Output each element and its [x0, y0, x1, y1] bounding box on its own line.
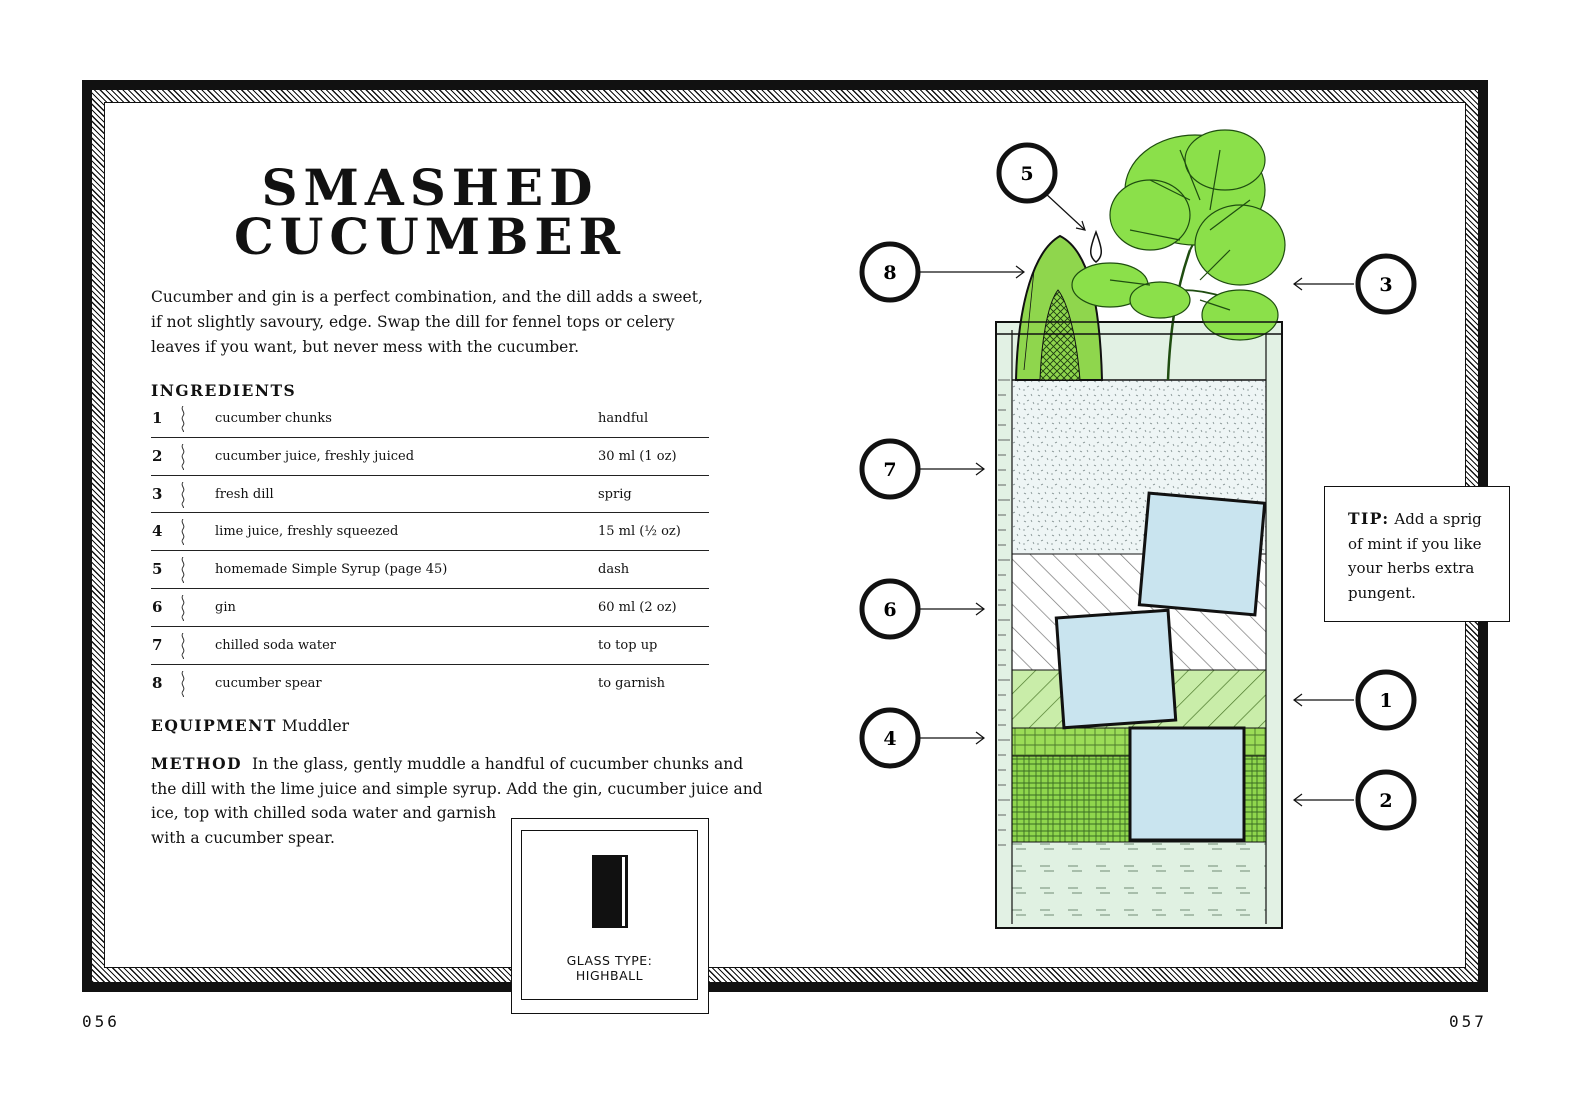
ingredient-name: homemade Simple Syrup (page 45) — [215, 562, 448, 578]
callout-label-2: 2 — [1379, 790, 1393, 812]
ingredient-number: 5 — [152, 560, 163, 579]
ingredient-number: 4 — [152, 522, 163, 541]
callout-circle-3 — [1358, 256, 1414, 312]
ingredient-number: 2 — [152, 446, 163, 465]
recipe-title-line2: CUCUMBER — [233, 207, 627, 266]
callout-arrows — [920, 193, 1354, 806]
ingredient-amount: sprig — [598, 486, 632, 502]
ingredient-amount: 60 ml (2 oz) — [598, 599, 677, 615]
callout-label-4: 4 — [883, 728, 897, 750]
ingredient-amount: 15 ml (½ oz) — [598, 524, 681, 540]
method-line-3: ice, top with chilled soda water and garnish — [151, 804, 497, 822]
ingredients-heading: INGREDIENTS — [151, 381, 297, 400]
recipe-title-line1: SMASHED — [261, 158, 599, 217]
ingredient-name: cucumber spear — [215, 675, 322, 691]
callout-circle-5 — [999, 145, 1055, 201]
callout-label-5: 5 — [1020, 163, 1034, 185]
ingredient-amount: 30 ml (1 oz) — [598, 448, 677, 464]
ingredient-amount: handful — [598, 411, 649, 426]
callout-label-1: 1 — [1379, 690, 1393, 712]
ingredient-number: 8 — [152, 673, 163, 692]
glass-type-line1: GLASS TYPE: — [566, 953, 653, 968]
callout-circle-1 — [1358, 672, 1414, 728]
equipment-label: EQUIPMENT — [151, 716, 277, 735]
ingredient-name: gin — [215, 599, 236, 615]
ingredient-name: lime juice, freshly squeezed — [215, 524, 399, 540]
ingredient-amount: dash — [598, 562, 630, 578]
ingredient-name: fresh dill — [215, 486, 274, 502]
callout-circle-4 — [862, 710, 918, 766]
ingredient-number: 3 — [152, 484, 163, 503]
tip-label: TIP: — [1348, 509, 1390, 528]
page-number-right: 057 — [1449, 1012, 1487, 1031]
tip-text: Add a sprig of mint if you like your herbs extra pungent. — [1348, 510, 1482, 602]
callout-label-6: 6 — [883, 599, 897, 621]
glass-type-line2: HIGHBALL — [575, 968, 644, 983]
ingredient-name: cucumber juice, freshly juiced — [215, 448, 415, 464]
callout-circle-2 — [1358, 772, 1414, 828]
ingredient-amount: to top up — [598, 637, 658, 653]
callout-circle-7 — [862, 441, 918, 497]
ingredient-number: 6 — [152, 597, 163, 616]
callout-label-8: 8 — [883, 262, 897, 284]
callout-circle-8 — [862, 244, 918, 300]
ingredient-amount: to garnish — [598, 675, 666, 691]
method-label: METHOD — [151, 754, 243, 773]
callout-label-7: 7 — [883, 459, 897, 481]
ingredient-number: 1 — [152, 409, 163, 427]
method-line-2: the dill with the lime juice and simple syrup. Add the gin, cucumber juice and — [151, 779, 763, 798]
callout-label-3: 3 — [1379, 274, 1393, 296]
ingredient-name: chilled soda water — [215, 637, 336, 653]
method-line-1: In the glass, gently muddle a handful of cucumber chunks and — [251, 755, 744, 773]
recipe-intro: Cucumber and gin is a perfect combination, and the dill adds a sweet, if not slightly savoury, edge. Swap the dill for fennel tops or celery leaves if you want, but never mess with the cucumber. — [151, 288, 703, 356]
equipment-value: Muddler — [281, 717, 350, 735]
page-number-left: 056 — [82, 1012, 120, 1031]
tip-box — [1324, 486, 1510, 622]
method-line-4: with a cucumber spear. — [151, 828, 335, 847]
ingredient-name: cucumber chunks — [215, 411, 332, 426]
callout-circle-6 — [862, 581, 918, 637]
ingredient-number: 7 — [152, 635, 163, 654]
